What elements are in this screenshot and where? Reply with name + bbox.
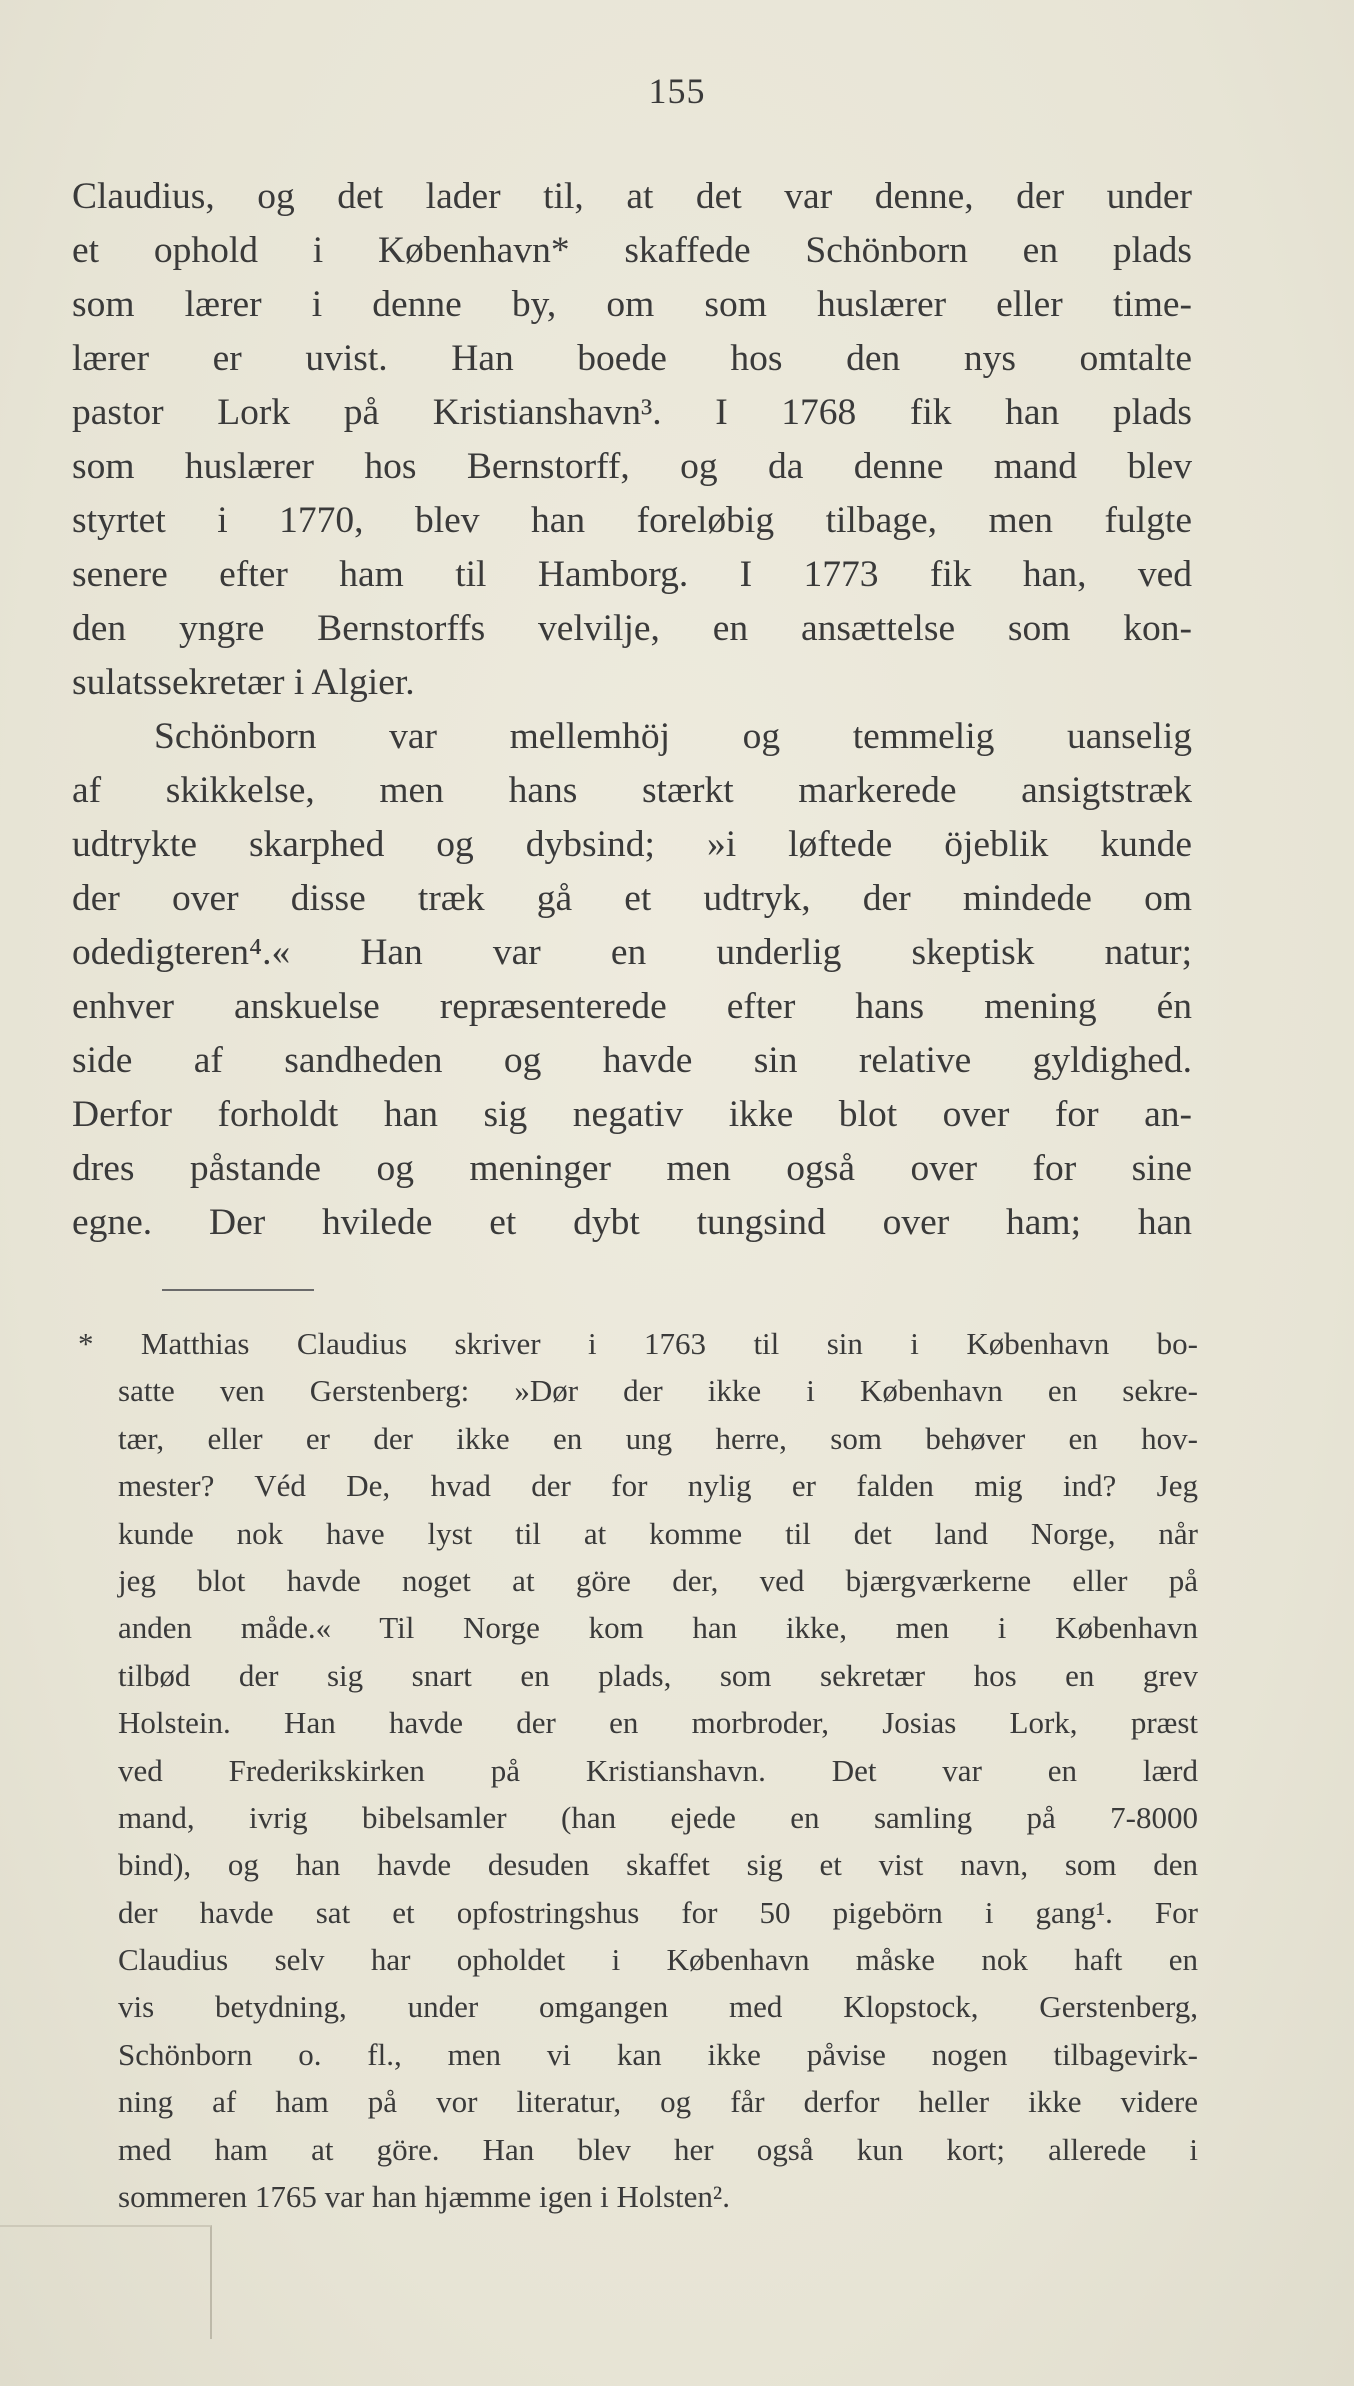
footnote-line: sommeren 1765 var han hjæmme igen i Holsten². [118,2179,730,2215]
main-text-body [72,170,1192,1250]
footnote-line: vis betydning, under omgangen med Klopstock, Gerstenberg, [118,1989,1198,2025]
footnote-line: tilbød der sig snart en plads, som sekretær hos en grev [118,1657,1198,1693]
text-line: dres påstande og meninger men også over for sine [72,1148,1192,1189]
text-line: pastor Lork på Kristianshavn³. I 1768 fik han plads [72,392,1192,433]
text-line: enhver anskuelse repræsenterede efter hans mening én [72,986,1192,1027]
footnote-line: kunde nok have lyst til at komme til det land Norge, når [118,1515,1198,1551]
footnote-line: tær, eller er der ikke en ung herre, som behøver en hov- [118,1420,1198,1456]
footnote-line: * Matthias Claudius skriver i 1763 til sin i København bo- [78,1326,1198,1361]
page-number: 155 [648,71,706,111]
footnote-line: satte ven Gerstenberg: »Dør der ikke i København en sekre- [118,1373,1198,1409]
footnote [78,1320,1198,2220]
footnote-line: der havde sat et opfostringshus for 50 pigebörn i gang¹. For [118,1894,1198,1930]
footnote-divider [162,1289,314,1291]
paragraph-end-line: sulatssekretær i Algier. [72,662,415,703]
footnote-line: mand, ivrig bibelsamler (han ejede en samling på 7-8000 [118,1799,1198,1835]
footnote-line: Holstein. Han havde der en morbroder, Josias Lork, præst [118,1705,1198,1741]
text-line: odedigteren⁴.« Han var en underlig skeptisk natur; [72,932,1192,973]
text-line: som lærer i denne by, om som huslærer eller time- [72,284,1192,325]
footnote-line: mester? Véd De, hvad der for nylig er falden mig ind? Jeg [118,1468,1198,1504]
footnote-line: bind), og han havde desuden skaffet sig et vist navn, som den [118,1847,1198,1883]
paragraph-start-line: Schönborn var mellemhöj og temmelig uanselig [154,716,1192,757]
text-line: side af sandheden og havde sin relative gyldighed. [72,1040,1192,1081]
footnote-line: anden måde.« Til Norge kom han ikke, men i København [118,1610,1198,1646]
text-line: den yngre Bernstorffs velvilje, en ansættelse som kon- [72,608,1192,649]
text-line: der over disse træk gå et udtryk, der mindede om [72,878,1192,919]
footnote-line: Schönborn o. fl., men vi kan ikke påvise nogen tilbagevirk- [118,2036,1198,2072]
footnote-line: Claudius selv har opholdet i København måske nok haft en [118,1942,1198,1978]
text-line: et ophold i København* skaffede Schönborn en plads [72,230,1192,271]
footnote-line: med ham at göre. Han blev her også kun kort; allerede i [118,2131,1198,2167]
text-line: Derfor forholdt han sig negativ ikke blot over for an- [72,1094,1192,1135]
text-line: styrtet i 1770, blev han foreløbig tilbage, men fulgte [72,500,1192,541]
text-line: senere efter ham til Hamborg. I 1773 fik han, ved [72,554,1192,595]
footnote-line: ved Frederikskirken på Kristianshavn. Det var en lærd [118,1752,1198,1788]
text-line: lærer er uvist. Han boede hos den nys omtalte [72,338,1192,379]
text-line: Claudius, og det lader til, at det var denne, der under [72,176,1192,217]
footnote-line: ning af ham på vor literatur, og får derfor heller ikke videre [118,2084,1198,2120]
text-line: som huslærer hos Bernstorff, og da denne mand blev [72,446,1192,487]
text-line: egne. Der hvilede et dybt tungsind over ham; han [72,1202,1192,1243]
text-line: af skikkelse, men hans stærkt markerede ansigtstræk [72,770,1192,811]
paper-crease-mark [0,2225,212,2339]
text-line: udtrykte skarphed og dybsind; »i løftede öjeblik kunde [72,824,1192,865]
footnote-line: jeg blot havde noget at göre der, ved bjærgværkerne eller på [118,1562,1198,1598]
